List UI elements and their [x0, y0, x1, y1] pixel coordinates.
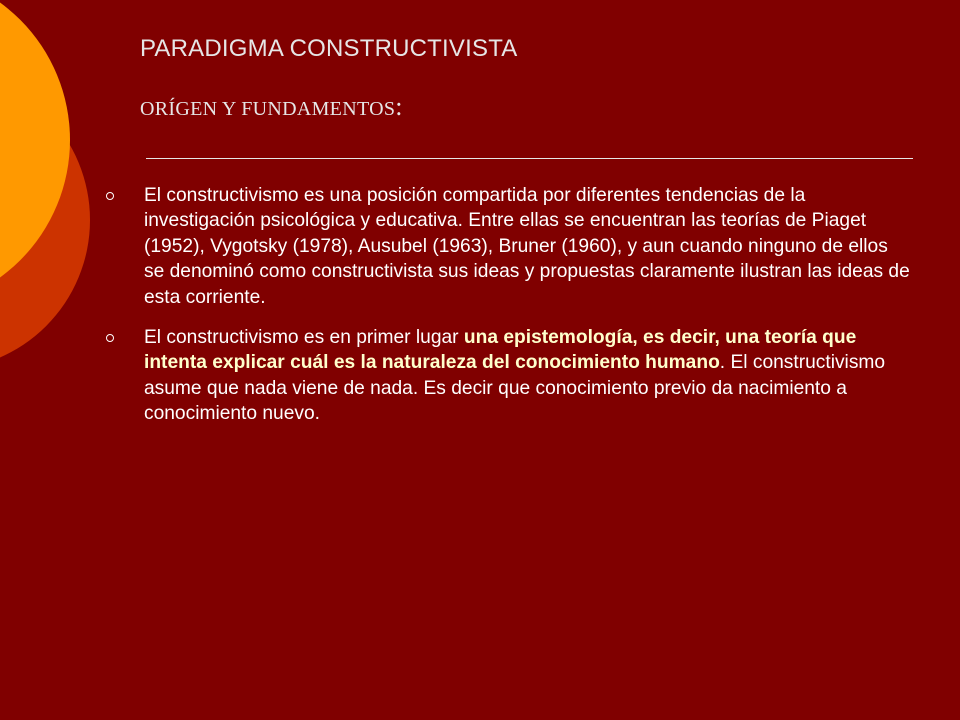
bullet-text-2-before: El constructivismo es en primer lugar [144, 327, 464, 349]
bullet-text-2-emphasis: una epistemología, es decir, una teoría que intenta explicar cuál es la naturaleza del conocimiento humano [144, 327, 857, 374]
bullet-item-1 [100, 183, 910, 310]
subtitle-text: ORÍGEN Y FUNDAMENTOS [140, 98, 396, 120]
hollow-circle-bullet-icon [106, 192, 114, 200]
bullet-text-2-after: . El constructivismo asume que nada viene de nada. Es decir que conocimiento previo da nacimiento a conocimiento nuevo. [144, 352, 886, 425]
bullet-list [100, 183, 910, 427]
hollow-circle-bullet-icon [106, 334, 114, 342]
slide-title: PARADIGMA CONSTRUCTIVISTA [140, 35, 518, 62]
bullet-item-2 [100, 325, 910, 427]
bullet-text-1: El constructivismo es una posición compartida por diferentes tendencias de la investigación psicológica y educativa. Entre ellas se encuentran las teorías de Piaget (1952), Vygotsky (1978), Ausubel (1963), Bruner (1960), y aun cuando ninguno de ellos se denominó como constructivista sus ideas y propuestas claramente ilustran las ideas de esta corriente. [144, 185, 910, 308]
subtitle-colon: : [395, 92, 403, 121]
title-divider [146, 158, 913, 159]
slide-subtitle [140, 92, 403, 122]
